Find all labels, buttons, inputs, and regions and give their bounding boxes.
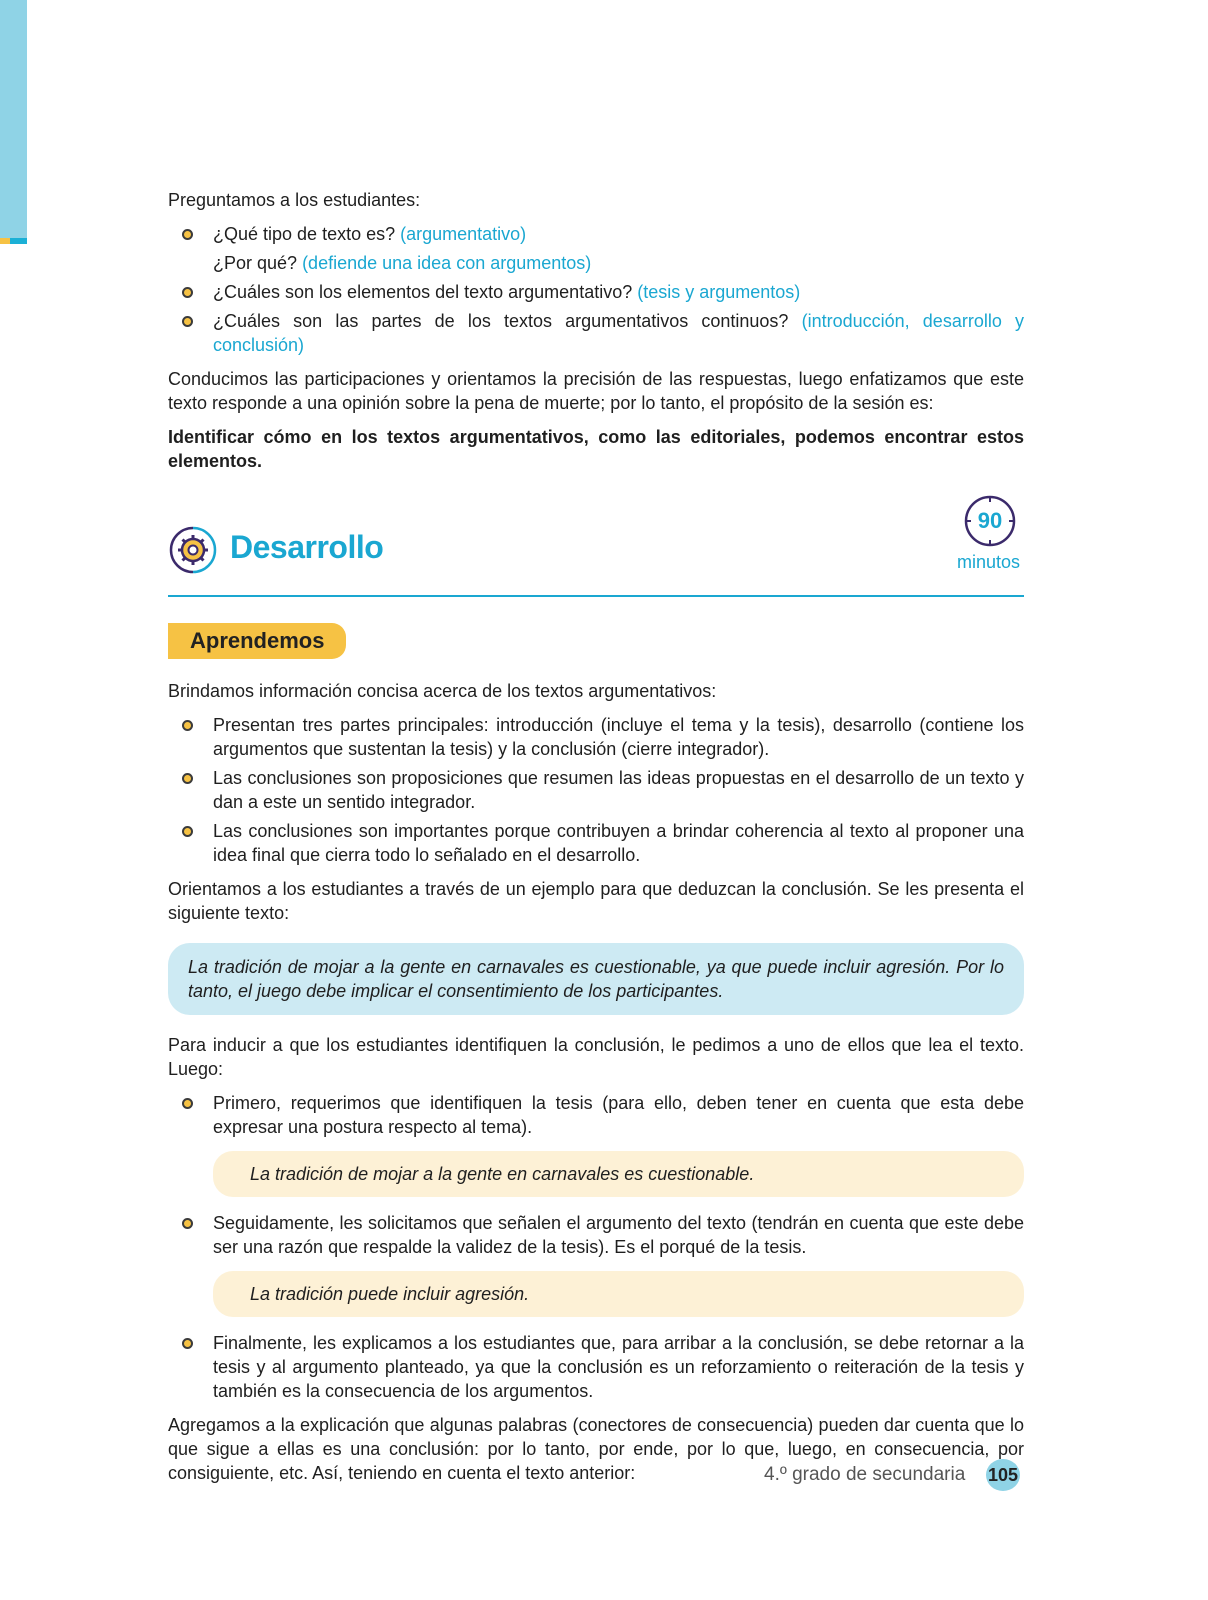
steps-list	[168, 1331, 1024, 1403]
gear-cycle-icon	[168, 525, 218, 575]
info-list	[168, 713, 1024, 867]
argument-box	[213, 1271, 1024, 1317]
question-text: ¿Cuáles son los elementos del texto argumentativo?	[213, 282, 638, 302]
intro-text: Preguntamos a los estudiantes:	[168, 190, 421, 210]
side-decoration-accent-yellow	[0, 238, 10, 244]
induce-paragraph: Para inducir a que los estudiantes identifiquen la conclusión, le pedimos a uno de ellos que lea el texto. Luego:	[168, 1035, 1024, 1079]
question-text: ¿Por qué?	[213, 253, 303, 273]
step-text: Finalmente, les explicamos a los estudiantes que, para arribar a la conclusión, se debe retornar a la tesis y al argumento planteado, ya que la conclusión es un reforzamiento o reiteración de la tesis y también es la consecuencia de los argumentos.	[213, 1333, 1024, 1401]
bullet-dot-icon	[182, 316, 193, 327]
section-header	[168, 495, 1024, 597]
info-text: Las conclusiones son proposiciones que resumen las ideas propuestas en el desarrollo de un texto y dan a este un sentido integrador.	[213, 768, 1024, 812]
closing-paragraph: Agregamos a la explicación que algunas palabras (conectores de consecuencia) pueden dar cuenta que lo que sigue a ellas es una conclusión: por lo tanto, por ende, por lo que, luego, en consecuencia, por consiguiente, etc. Así, teniendo en cuenta el texto anterior:	[168, 1415, 1024, 1483]
argument-text: La tradición puede incluir agresión.	[250, 1284, 530, 1304]
time-label: minutos	[956, 552, 1020, 572]
steps-list	[168, 1091, 1024, 1139]
question-item	[168, 251, 1024, 275]
step-item	[168, 1091, 1024, 1139]
steps-list	[168, 1211, 1024, 1259]
side-decoration-accent-blue	[10, 238, 27, 244]
bullet-dot-icon	[182, 720, 193, 731]
step-item	[168, 1331, 1024, 1403]
footer-grade: 4.º grado de secundaria	[764, 1464, 966, 1485]
answer-text: (introducción, desarrollo y conclusión)	[213, 311, 1024, 355]
bullet-dot-icon	[182, 1218, 193, 1229]
purpose-paragraph: Identificar cómo en los textos argumentativos, como las editoriales, podemos encontrar estos elementos.	[168, 427, 1024, 471]
question-text: ¿Qué tipo de texto es?	[213, 224, 401, 244]
section-title: Desarrollo	[230, 529, 384, 565]
info-item	[168, 766, 1024, 814]
side-decoration-bar	[0, 0, 27, 238]
time-value: 90	[977, 508, 1003, 533]
answer-text: (defiende una idea con argumentos)	[302, 253, 592, 273]
thesis-text: La tradición de mojar a la gente en carnavales es cuestionable.	[250, 1164, 755, 1184]
conduct-paragraph: Conducimos las participaciones y orientamos la precisión de las respuestas, luego enfatizamos que este texto responde a una opinión sobre la pena de muerte; por lo tanto, el propósito de la sesión es:	[168, 369, 1024, 413]
example-box	[168, 943, 1024, 1015]
question-item	[168, 222, 1024, 246]
bullet-dot-icon	[182, 1098, 193, 1109]
answer-text: (tesis y argumentos)	[637, 282, 801, 302]
question-item	[168, 280, 1024, 304]
info-text: Presentan tres partes principales: introducción (incluye el tema y la tesis), desarrollo (contiene los argumentos que sustentan la tesis) y la conclusión (cierre integrador).	[213, 715, 1024, 759]
info-item	[168, 713, 1024, 761]
answer-text: (argumentativo)	[400, 224, 527, 244]
page-content	[168, 188, 1024, 1485]
bullet-dot-icon	[182, 1338, 193, 1349]
page-number: 105	[986, 1459, 1020, 1491]
question-list	[168, 222, 1024, 357]
thesis-box	[213, 1151, 1024, 1197]
info-item	[168, 819, 1024, 867]
step-item	[168, 1211, 1024, 1259]
guide-paragraph: Orientamos a los estudiantes a través de un ejemplo para que deduzcan la conclusión. Se les presenta el siguiente texto:	[168, 879, 1024, 923]
question-text: ¿Cuáles son las partes de los textos argumentativos continuos?	[213, 311, 802, 331]
bullet-dot-icon	[182, 826, 193, 837]
example-text: La tradición de mojar a la gente en carnavales es cuestionable, ya que puede incluir agresión. Por lo tanto, el juego debe implicar el consentimiento de los participantes.	[188, 957, 1004, 1001]
step-text: Seguidamente, les solicitamos que señalen el argumento del texto (tendrán en cuenta que este debe ser una razón que respalde la validez de la tesis). Es el porqué de la tesis.	[213, 1213, 1024, 1257]
question-item	[168, 309, 1024, 357]
info-text: Las conclusiones son importantes porque contribuyen a brindar coherencia al texto al proponer una idea final que cierra todo lo señalado en el desarrollo.	[213, 821, 1024, 865]
info-intro: Brindamos información concisa acerca de los textos argumentativos:	[168, 681, 717, 701]
step-text: Primero, requerimos que identifiquen la tesis (para ello, deben tener en cuenta que esta debe expresar una postura respecto al tema).	[213, 1093, 1024, 1137]
bullet-dot-icon	[182, 229, 193, 240]
bullet-dot-icon	[182, 287, 193, 298]
aprendemos-tag: Aprendemos	[168, 623, 346, 659]
bullet-dot-icon	[182, 773, 193, 784]
